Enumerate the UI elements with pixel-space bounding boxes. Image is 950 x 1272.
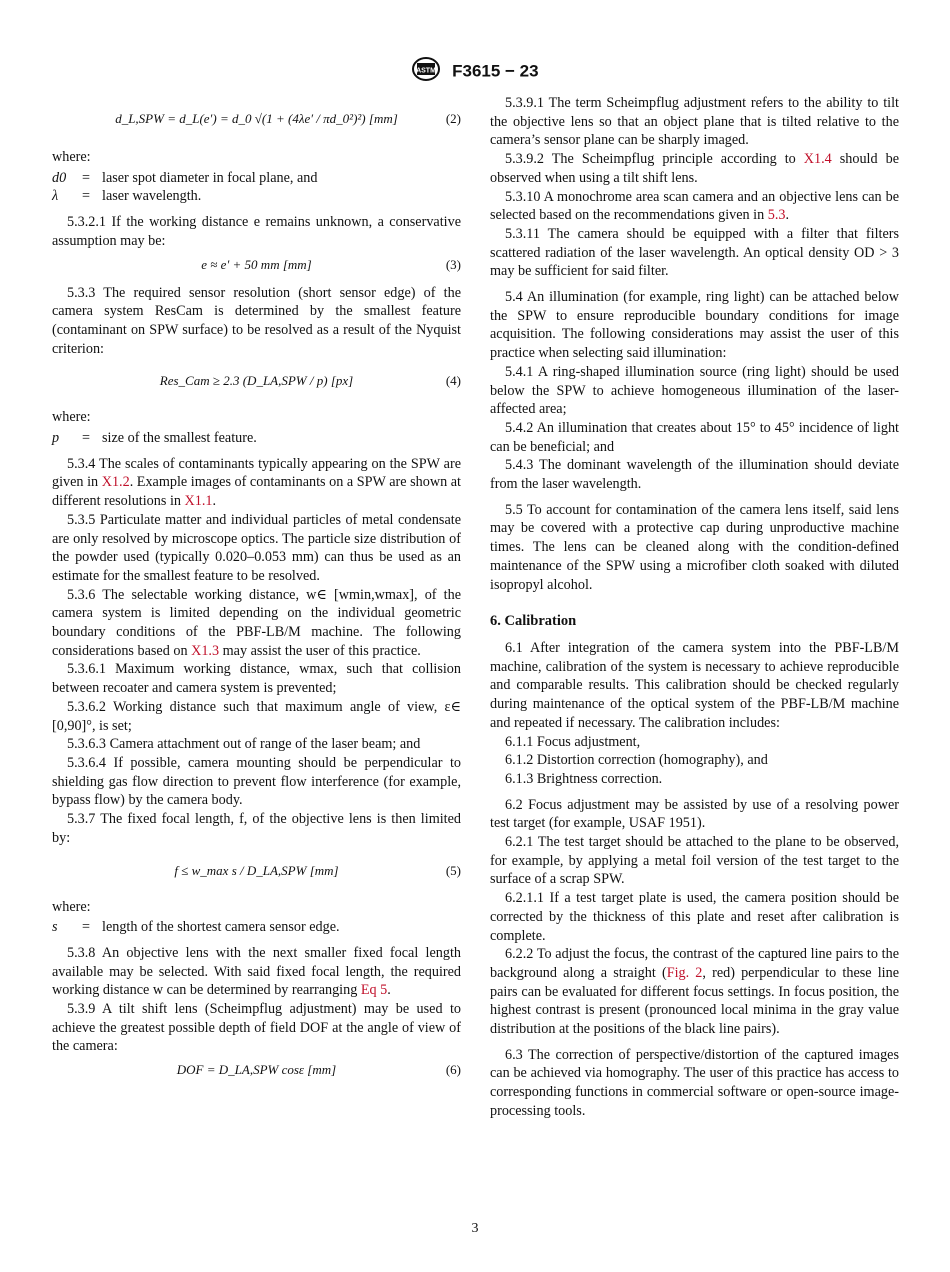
where-label: where: — [52, 149, 91, 165]
paragraph-5-3-6-2: 5.3.6.2 Working distance such that maximum angle of view, ε∈ [0,90]°, is set; — [52, 698, 461, 734]
paragraph-5-3-2-1: 5.3.2.1 If the working distance e remains unknown, a conservative assumption may be: — [52, 214, 461, 249]
definition-row: p = size of the smallest feature. — [52, 430, 257, 447]
paragraph-5-3-7: 5.3.7 The fixed focal length, f, of the objective lens is then limited by: — [52, 811, 461, 846]
link-x1-2[interactable]: X1.2 — [101, 474, 130, 491]
equation-text: d_L,SPW = d_L(e′) = d_0 √(1 + (4λe′ / πd_0²)²) [mm] — [115, 111, 398, 126]
equation-5 — [52, 850, 461, 894]
equation-6 — [52, 1058, 461, 1082]
paragraph-6-2-2: 6.2.2 To adjust the focus, the contrast of the captured line pairs to the background along a straight (Fig. 2, red) perpendicular to these line pairs can be evaluated for different focus settings. In focus position, the highest contrast is present (pronounced local minima in the gray value distribution at the positions of the black line pairs). — [490, 946, 899, 1038]
equation-text: e ≈ e′ + 50 mm [mm] — [201, 256, 312, 272]
definition-row: d0 = laser spot diameter in focal plane, and — [52, 169, 318, 186]
equation-number: (3) — [445, 256, 461, 272]
astm-logo-icon — [411, 56, 441, 87]
paragraph-6-1-3: 6.1.3 Brightness correction. — [505, 770, 663, 787]
paragraph-5-3-6-4: 5.3.6.4 If possible, camera mounting should be perpendicular to shielding gas flow direction to prevent flow interference (for example, bypass flow) by the camera body. — [52, 754, 461, 809]
paragraph-5-3-8: 5.3.8 An objective lens with the next smaller fixed focal length available may be selected. With said fixed focal length, the required working distance w can be determined by rearranging Eq 5. — [52, 944, 461, 999]
paragraph-6-1-1: 6.1.1 Focus adjustment, — [505, 733, 641, 750]
page-number: 3 — [471, 1221, 479, 1236]
paragraph-5-3-6-1: 5.3.6.1 Maximum working distance, wmax, such that collision between recoater and camera system is prevented; — [52, 661, 461, 697]
paragraph-5-3-11: 5.3.11 The camera should be equipped with a filter that filters scattered radiation of the laser wavelength. An optical density OD > 3 may be sufficient for said filter. — [490, 225, 899, 280]
equation-text: Res_Cam ≥ 2.3 (D_LA,SPW / p) [px] — [159, 373, 354, 389]
paragraph-5-3-9: 5.3.9 A tilt shift lens (Scheimpflug adjustment) may be used to achieve the greatest possible depth of field DOF at the angle of view of the camera: — [52, 1001, 461, 1055]
paragraph-6-2-1-1: 6.2.1.1 If a test target plate is used, the camera position should be corrected by the thickness of this plate and reset after calibration is complete. — [490, 890, 899, 944]
link-x1-1[interactable]: X1.1 — [184, 493, 213, 510]
paragraph-6-1-2: 6.1.2 Distortion correction (homography), and — [505, 752, 768, 769]
paragraph-5-4-1: 5.4.1 A ring-shaped illumination source (ring light) should be used below the SPW to achieve homogeneous illumination of the laser-affected area; — [490, 363, 899, 418]
paragraph-6-3: 6.3 The correction of perspective/distortion of the captured images can be achieved via homography. The user of this practice has access to corresponding functions in commercial software or open-source image-processing tools. — [490, 1046, 899, 1119]
paragraph-6-2: 6.2 Focus adjustment may be assisted by use of a resolving power test target (for example, USAF 1951). — [490, 796, 899, 832]
equation-text: f ≤ w_max s / D_LA,SPW [mm] — [174, 862, 339, 878]
equation-3 — [52, 253, 461, 277]
link-eq-5[interactable]: Eq 5 — [360, 982, 388, 999]
paragraph-5-3-4: 5.3.4 The scales of contaminants typically appearing on the SPW are given in X1.2. Example images of contaminants on a SPW are shown at different resolutions in X1.1. — [52, 455, 461, 510]
paragraph-5-5: 5.5 To account for contamination of the camera lens itself, said lens may be covered with a protective cap during unproductive machine times. The lens can be cleaned along with the condition-defined maintenance of the SPW using a microfiber cloth soaked with diluted isopropyl alcohol. — [490, 501, 899, 593]
equation-number: (2) — [445, 111, 461, 126]
equation-4 — [52, 360, 461, 404]
paragraph-5-4-2: 5.4.2 An illumination that creates about 15° to 45° incidence of light can be beneficial; and — [490, 419, 899, 455]
equation-text: DOF = D_LA,SPW cosε [mm] — [176, 1062, 337, 1078]
link-fig-2[interactable]: Fig. 2 — [666, 964, 703, 981]
svg-text:ASTM: ASTM — [416, 67, 437, 75]
definition-row: λ = laser wavelength. — [52, 188, 202, 205]
equation-number: (4) — [445, 373, 461, 389]
equation-2 — [52, 96, 461, 144]
paragraph-5-4-3: 5.4.3 The dominant wavelength of the illumination should deviate from the laser wavelength. — [490, 457, 899, 493]
link-section-5-3[interactable]: 5.3 — [767, 207, 786, 224]
definition-row: s = length of the shortest camera sensor edge. — [52, 919, 340, 936]
paragraph-5-3-5: 5.3.5 Particulate matter and individual particles of metal condensate are only resolved by microscope optics. The particle size distribution of the powder used (typically 0.020–0.053 mm) can thus be used as an estimate for the smallest feature to be resolved. — [52, 511, 461, 584]
equation-number: (6) — [445, 1062, 461, 1078]
paragraph-5-3-9-2: 5.3.9.2 The Scheimpflug principle according to X1.4 should be observed when using a tilt shift lens. — [490, 151, 899, 186]
where-label: where: — [52, 898, 91, 915]
paragraph-5-4: 5.4 An illumination (for example, ring light) can be attached below the SPW to ensure reproducible boundary conditions for image acquisition. The following considerations may assist the user of this practice when selecting said illumination: — [490, 289, 899, 362]
where-label: where: — [52, 409, 91, 426]
page-header — [0, 56, 950, 87]
left-column — [52, 94, 461, 1084]
document-designation: F3615 − 23 — [452, 61, 539, 81]
paragraph-5-3-6: 5.3.6 The selectable working distance, w∈ [wmin,wmax], of the camera system is limited depending on the individual geometric boundary conditions of the PBF-LB/M machine. The following considerations based on X1.3 may assist the user of this practice. — [52, 586, 461, 659]
link-x1-3[interactable]: X1.3 — [191, 642, 220, 659]
equation-number: (5) — [445, 862, 461, 878]
paragraph-5-3-3: 5.3.3 The required sensor resolution (short sensor edge) of the camera system ResCam is determined by the smallest feature (contaminant on SPW surface) to be resolved as a result of the Nyquist criterion: — [52, 284, 461, 357]
paragraph-5-3-10: 5.3.10 A monochrome area scan camera and an objective lens can be selected based on the recommendations given in 5.3. — [490, 188, 899, 224]
paragraph-6-1: 6.1 After integration of the camera system into the PBF-LB/M machine, calibration of the system is necessary to achieve reproducible and comparable results. This calibration should be checked regularly during maintenance of the optical system of the PBF-LB/M machine and repeated if necessary. The calibration includes: — [490, 639, 899, 731]
paragraph-6-2-1: 6.2.1 The test target should be attached to the plane to be observed, for example, by applying a metal foil version of the test target to the surface of a scrap SPW. — [490, 834, 899, 888]
right-column — [490, 94, 899, 1121]
paragraph-5-3-9-1: 5.3.9.1 The term Scheimpflug adjustment refers to the ability to tilt the objective lens so that an object plane that is tilted relative to the camera’s sensor plane can be sharply imaged. — [490, 95, 899, 149]
section-heading-calibration: 6. Calibration — [490, 613, 577, 630]
paragraph-5-3-6-3: 5.3.6.3 Camera attachment out of range of the laser beam; and — [67, 736, 421, 753]
link-x1-4[interactable]: X1.4 — [803, 151, 832, 168]
